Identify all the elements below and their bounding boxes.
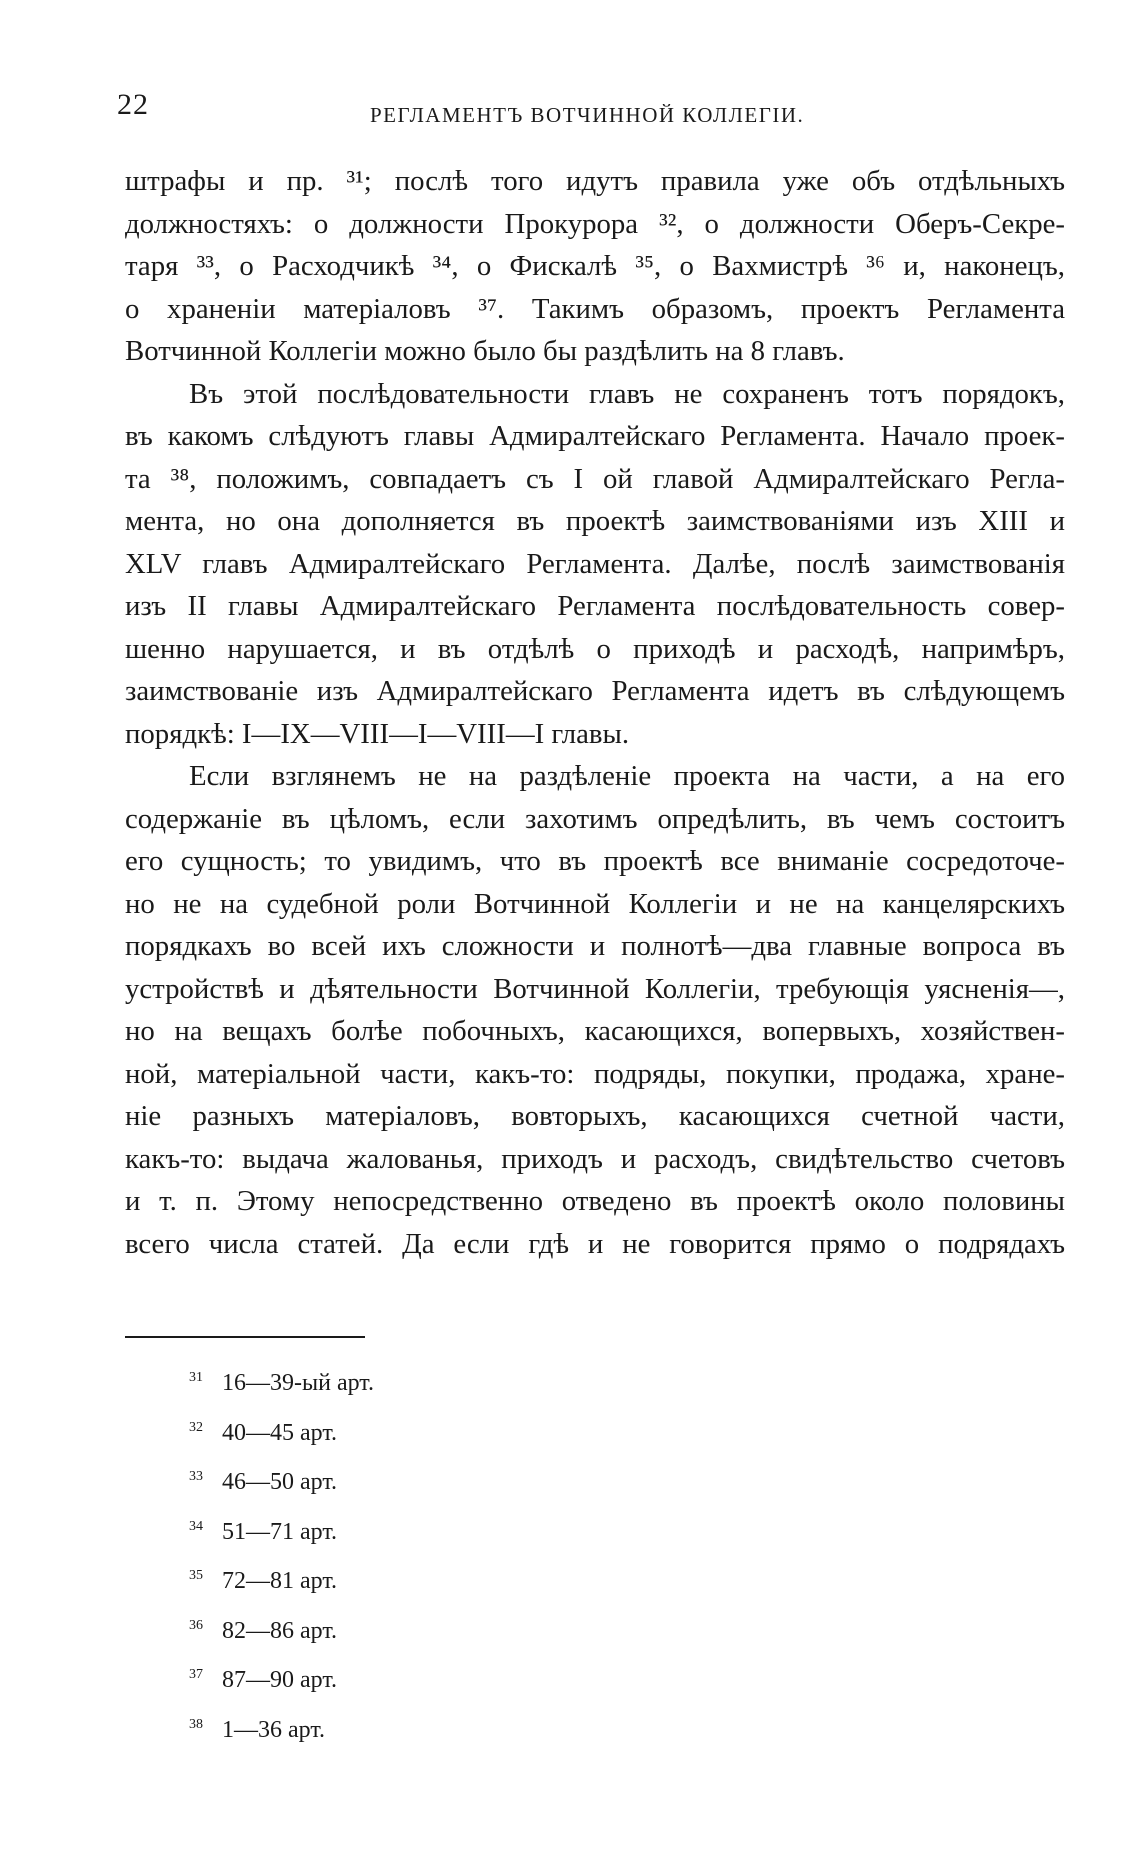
page-number: 22 — [117, 88, 149, 121]
footnote-text: 46—50 арт. — [222, 1469, 338, 1495]
footnotes — [189, 1356, 374, 1752]
footnote — [189, 1653, 374, 1703]
body-text — [125, 160, 1065, 1265]
footnote — [189, 1505, 374, 1555]
text-line: Въ этой послѣдовательности главъ не сохраненъ тотъ порядокъ, — [189, 377, 1065, 410]
text-line: шенно нарушается, и въ отдѣлѣ о приходѣ и расходѣ, напримѣръ, — [125, 632, 1065, 665]
text-line: должностяхъ: о должности Прокурора ³², о должности Оберъ-Секре- — [125, 207, 1065, 240]
text-line: Если взглянемъ не на раздѣленіе проекта на части, а на его — [189, 760, 1065, 792]
text-line: какъ-то: выдача жалованья, приходъ и расходъ, свидѣтельство счетовъ — [125, 1142, 1065, 1175]
text-line: таря ³³, о Расходчикѣ ³⁴, о Фискалѣ ³⁵, о Вахмистрѣ ³⁶ и, наконецъ, — [125, 250, 1065, 282]
footnote — [189, 1554, 374, 1604]
footnote — [189, 1604, 374, 1654]
footnote — [189, 1356, 374, 1406]
footnote-text: 87—90 арт. — [222, 1667, 338, 1693]
footnote-number: 34 — [189, 1518, 203, 1534]
running-title: РЕГЛАМЕНТЪ ВОТЧИННОЙ КОЛЛЕГІИ. — [370, 103, 805, 127]
text-line: порядкахъ во всей ихъ сложности и полнотѣ—два главные вопроса въ — [125, 930, 1065, 962]
footnote-text: 16—39-ый арт. — [222, 1370, 374, 1396]
footnote-number: 37 — [189, 1667, 203, 1682]
text-line: въ какомъ слѣдуютъ главы Адмиралтейскаго Регламента. Начало проек- — [125, 420, 1065, 452]
text-line: изъ II главы Адмиралтейскаго Регламента послѣдовательность совер- — [125, 590, 1065, 622]
footnote — [189, 1703, 374, 1753]
text-line: содержаніе въ цѣломъ, если захотимъ опредѣлить, въ чемъ состоитъ — [125, 802, 1065, 835]
text-line: та ³⁸, положимъ, совпадаетъ съ I ой главой Адмиралтейскаго Регла- — [125, 462, 1065, 495]
footnote-number: 36 — [189, 1617, 203, 1633]
footnote-text: 82—86 арт. — [222, 1617, 338, 1644]
text-line: но не на судебной роли Вотчинной Коллегіи и не на канцелярскихъ — [125, 887, 1065, 920]
footnote-divider — [125, 1336, 365, 1338]
text-line: заимствованіе изъ Адмиралтейскаго Регламента идетъ въ слѣдующемъ — [125, 675, 1065, 707]
footnote-number: 33 — [189, 1469, 203, 1484]
text-line: устройствѣ и дѣятельности Вотчинной Коллегіи, требующія уясненія—, — [125, 972, 1065, 1005]
text-line: XLV главъ Адмиралтейскаго Регламента. Далѣе, послѣ заимствованія — [125, 547, 1065, 580]
text-line: ной, матеріальной части, какъ-то: подряды, покупки, продажа, хране- — [125, 1057, 1065, 1090]
footnote — [189, 1455, 374, 1505]
footnote-number: 38 — [189, 1716, 203, 1732]
footnote-text: 1—36 арт. — [222, 1716, 326, 1743]
footnote-text: 51—71 арт. — [222, 1518, 338, 1545]
text-line: его сущность; то увидимъ, что въ проектѣ все вниманіе сосредоточе- — [125, 845, 1065, 877]
footnote-number: 32 — [189, 1419, 203, 1435]
footnote-text: 72—81 арт. — [222, 1568, 338, 1594]
text-line: штрафы и пр. ³¹; послѣ того идутъ правила уже объ отдѣльныхъ — [125, 165, 1065, 197]
footnote — [189, 1406, 374, 1456]
footnote-number: 35 — [189, 1568, 203, 1583]
text-line: всего числа статей. Да если гдѣ и не говорится прямо о подрядахъ — [125, 1227, 1065, 1260]
text-line: о храненіи матеріаловъ ³⁷. Такимъ образомъ, проектъ Регламента — [125, 292, 1065, 325]
text-line: мента, но она дополняется въ проектѣ заимствованіями изъ XIII и — [125, 505, 1065, 537]
text-line: Вотчинной Коллегіи можно было бы раздѣлить на 8 главъ. — [125, 335, 845, 367]
text-line: порядкѣ: I—IX—VIII—I—VIII—I главы. — [125, 717, 630, 750]
text-line: ніе разныхъ матеріаловъ, вовторыхъ, касающихся счетной части, — [125, 1100, 1065, 1132]
footnote-text: 40—45 арт. — [222, 1419, 338, 1446]
footnote-number: 31 — [189, 1370, 203, 1385]
text-line: и т. п. Этому непосредственно отведено въ проектѣ около половины — [125, 1185, 1065, 1217]
text-line: но на вещахъ болѣе побочныхъ, касающихся, вопервыхъ, хозяйствен- — [125, 1015, 1065, 1047]
